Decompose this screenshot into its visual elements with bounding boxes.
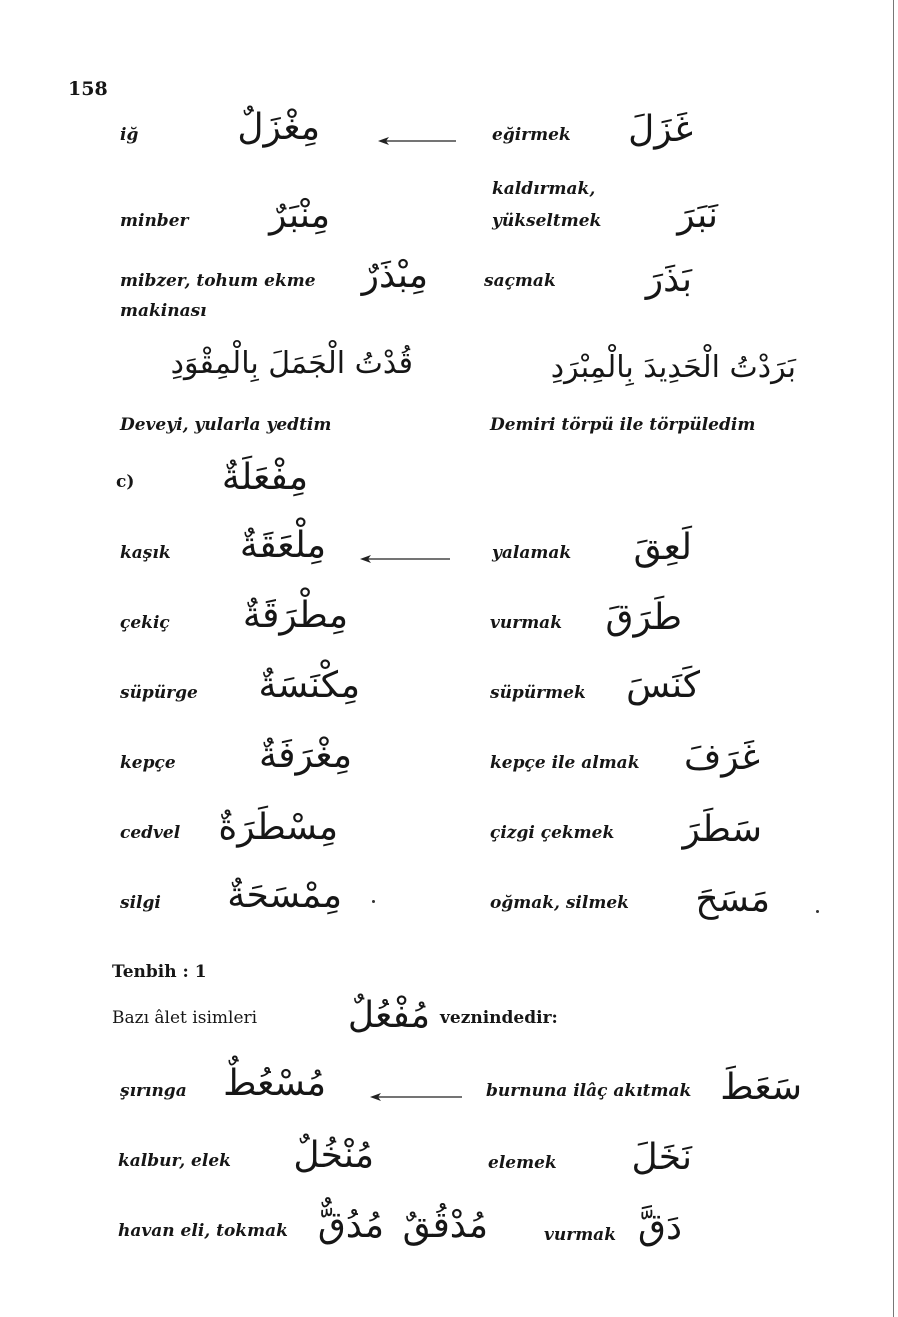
left-translation: cedvel xyxy=(120,823,181,843)
section-label: c) xyxy=(116,472,135,492)
arabic-word: مِكْنَسَةٌ xyxy=(258,665,360,706)
left-translation: havan eli, tokmak xyxy=(118,1221,288,1241)
arabic-word: مِنْبَرٌ xyxy=(269,195,330,236)
arabic-root: غَرَفَ xyxy=(683,737,760,778)
pattern-arabic: مُفْعُلٌ xyxy=(347,995,430,1036)
arabic-word: مُنْخُلٌ xyxy=(293,1135,374,1176)
left-translation: süpürge xyxy=(120,683,198,703)
arabic-word: مِمْسَحَةٌ xyxy=(227,875,342,916)
arrow-left-icon xyxy=(370,1091,464,1103)
arabic-root: لَعِقَ xyxy=(633,527,692,568)
arrow-left-icon xyxy=(378,135,458,147)
arabic-root: سَطَرَ xyxy=(682,809,762,850)
arabic-root: كَنَسَ xyxy=(626,665,700,706)
arabic-word: مِغْرَفَةٌ xyxy=(258,735,352,776)
arabic-root: غَزَلَ xyxy=(628,109,693,150)
page-edge-line xyxy=(893,0,894,1317)
left-translation: iğ xyxy=(120,125,139,145)
example-sentence-arabic: قُدْتُ الْجَمَلَ بِالْمِقْوَدِ xyxy=(170,346,413,381)
arabic-word: مِطْرَقَةٌ xyxy=(242,595,348,636)
arabic-word: مُدُقٌّ xyxy=(317,1205,384,1246)
left-translation: kaşık xyxy=(120,543,171,563)
arabic-root: بَذَرَ xyxy=(645,259,692,300)
right-translation: elemek xyxy=(488,1153,557,1173)
left-translation: kalbur, elek xyxy=(118,1151,231,1171)
right-translation: eğirmek xyxy=(492,125,571,145)
arabic-word: مِلْعَقَةٌ xyxy=(239,525,326,566)
right-translation: süpürmek xyxy=(490,683,586,703)
arabic-root: نَخَلَ xyxy=(631,1137,692,1178)
arabic-word: مُسْعُطٌ xyxy=(223,1063,326,1104)
pattern-arabic: مِفْعَلَةٌ xyxy=(221,457,308,498)
ink-speck xyxy=(372,900,375,903)
arabic-root: دَقَّ xyxy=(638,1207,682,1248)
example-sentence-translation: Deveyi, yularla yedtim xyxy=(120,415,332,435)
right-translation: saçmak xyxy=(484,271,556,291)
arabic-word-variant: مُدْقُقٌ xyxy=(402,1205,488,1246)
arabic-root: نَبَرَ xyxy=(677,195,718,236)
arabic-root: سَعَطَ xyxy=(720,1067,802,1108)
arabic-word: مِغْزَلٌ xyxy=(237,107,320,148)
left-translation: mibzer, tohum ekme xyxy=(120,271,316,291)
left-translation: şırınga xyxy=(120,1081,187,1101)
note-title: Tenbih : 1 xyxy=(112,962,207,982)
right-translation: vurmak xyxy=(490,613,562,633)
arrow-left-icon xyxy=(360,553,452,565)
right-translation: vurmak xyxy=(544,1225,616,1245)
right-translation-line2: yükseltmek xyxy=(492,211,602,231)
left-translation: silgi xyxy=(120,893,161,913)
right-translation: burnuna ilâç akıtmak xyxy=(486,1081,692,1101)
right-translation: kaldırmak, xyxy=(492,179,596,199)
right-translation: çizgi çekmek xyxy=(490,823,615,843)
example-sentence-translation: Demiri törpü ile törpüledim xyxy=(490,415,756,435)
arabic-word: مِبْذَرٌ xyxy=(361,255,428,296)
note-text: Bazı âlet isimleri xyxy=(112,1008,258,1028)
left-translation: kepçe xyxy=(120,753,176,773)
right-translation: oğmak, silmek xyxy=(490,893,629,913)
page-number: 158 xyxy=(68,78,108,100)
note-text-end: veznindedir: xyxy=(440,1008,558,1028)
arabic-root: طَرَقَ xyxy=(605,597,682,638)
arabic-root: مَسَحَ xyxy=(695,879,770,920)
arabic-word: مِسْطَرَةٌ xyxy=(218,807,338,848)
ink-speck xyxy=(816,910,819,913)
left-translation: çekiç xyxy=(120,613,170,633)
left-translation: minber xyxy=(120,211,189,231)
right-translation: yalamak xyxy=(492,543,572,563)
right-translation: kepçe ile almak xyxy=(490,753,640,773)
example-sentence-arabic: بَرَدْتُ الْحَدِيدَ بِالْمِبْرَدِ xyxy=(550,350,796,385)
left-translation-line2: makinası xyxy=(120,301,207,321)
